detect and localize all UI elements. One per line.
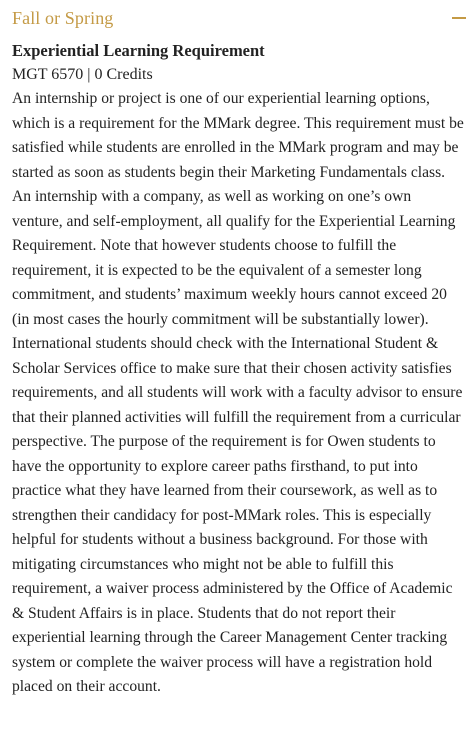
course-title: Experiential Learning Requirement	[12, 41, 265, 60]
accordion-header-fall-or-spring[interactable]	[0, 0, 473, 36]
course-entry	[12, 39, 462, 700]
accordion-title[interactable]: Fall or Spring	[12, 8, 114, 28]
course-description: An internship or project is one of our experiential learning options, which is a requirement for the MMark degree. This requirement must be satisfied while students are enrolled in the MMark program and may be started as soon as students begin their Marketing Fundamentals class. An internship with a company, as well as working on one’s own venture, and self-employment, all qualify for the Experiential Learning Requirement. Note that however students choose to fulfill the requirement, it is expected to be the equivalent of a semester long commitment, and students’ maximum weekly hours cannot exceed 20 (in most cases the hourly commitment will be substantially lower). International students should check with the International Student & Scholar Services office to make sure that their chosen activity satisfies requirements, and all students will work with a faculty advisor to ensure that their planned activities will fulfill the requirement from a curricular perspective. The purpose of the requirement is for Owen students to have the opportunity to explore career paths firsthand, to put into practice what they have learned from their coursework, as well as to strengthen their candidacy for post-MMark roles. This is especially helpful for students without a business background. For those with mitigating circumstances who might not be able to fulfill this requirement, a waiver process administered by the Office of Academic & Student Affairs is in place. Students that do not report their experiential learning through the Career Management Center tracking system or complete the waiver process will have a registration hold placed on their account.	[12, 90, 464, 695]
minus-icon[interactable]	[452, 17, 466, 19]
course-code-credits: MGT 6570 | 0 Credits	[12, 66, 153, 83]
